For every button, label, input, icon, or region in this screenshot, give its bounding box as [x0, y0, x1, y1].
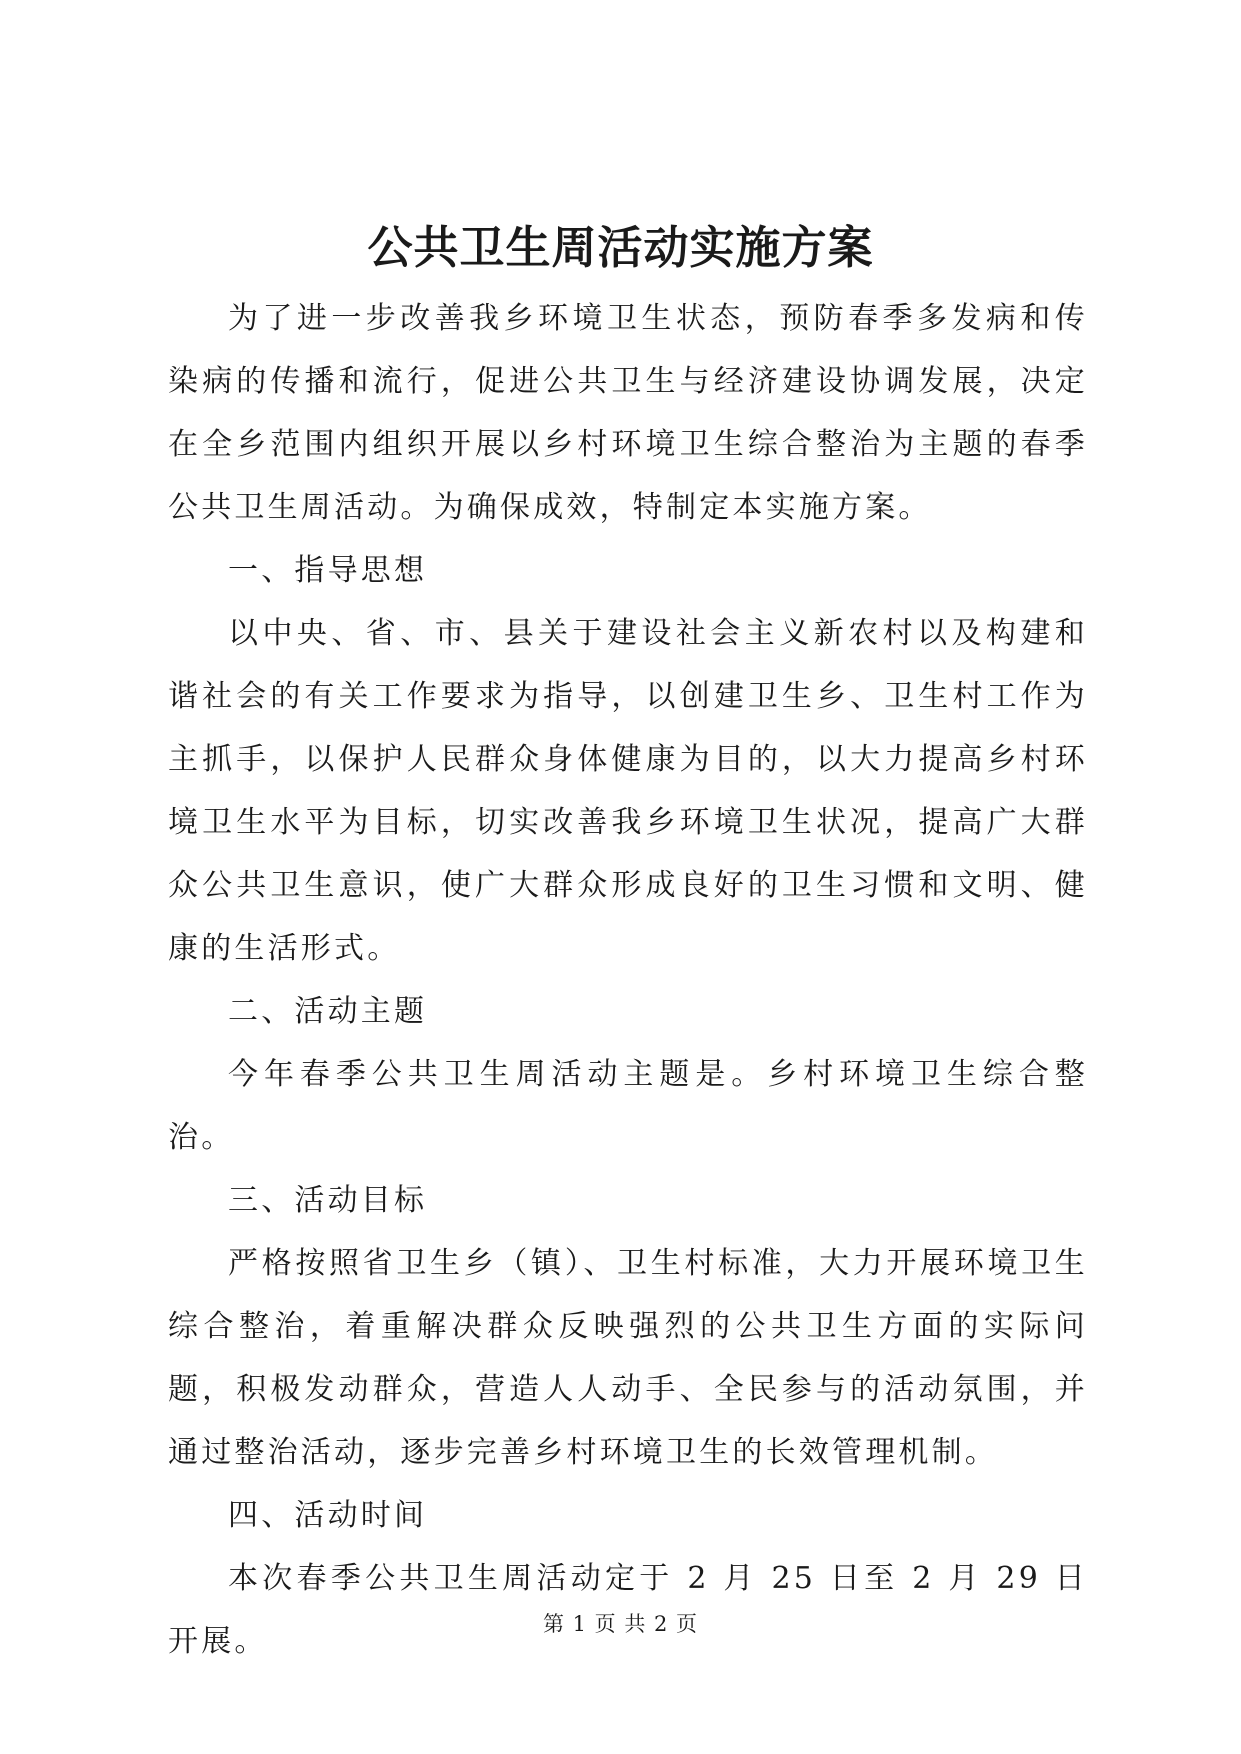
document-title: 公共卫生周活动实施方案 [367, 221, 874, 274]
section-body-activity-time: 本次春季公共卫生周活动定于 2 月 25 日至 2 月 29 日开展。 [168, 1561, 1088, 1659]
section-body-activity-goal: 严格按照省卫生乡（镇）、卫生村标准，大力开展环境卫生综合整治，着重解决群众反映强烈的公共卫生方面的实际问题，积极发动群众，营造人人动手、全民参与的活动氛围，并通过整治活动，逐步完善乡村环境卫生的长效管理机制。 [168, 1246, 1088, 1470]
section-heading-activity-goal: 三、活动目标 [228, 1183, 428, 1218]
section-heading-activity-theme: 二、活动主题 [228, 994, 428, 1029]
section-heading-activity-time: 四、活动时间 [228, 1498, 428, 1533]
page-number-footer: 第 1 页 共 2 页 [542, 1612, 699, 1636]
document-body [168, 287, 1088, 1673]
section-heading-guiding-thought: 一、指导思想 [228, 553, 428, 588]
section-body-guiding-thought: 以中央、省、市、县关于建设社会主义新农村以及构建和谐社会的有关工作要求为指导，以创建卫生乡、卫生村工作为主抓手，以保护人民群众身体健康为目的，以大力提高乡村环境卫生水平为目标，切实改善我乡环境卫生状况，提高广大群众公共卫生意识，使广大群众形成良好的卫生习惯和文明、健康的生活形式。 [168, 616, 1088, 966]
intro-paragraph: 为了进一步改善我乡环境卫生状态，预防春季多发病和传染病的传播和流行，促进公共卫生与经济建设协调发展，决定在全乡范围内组织开展以乡村环境卫生综合整治为主题的春季公共卫生周活动。为确保成效，特制定本实施方案。 [168, 301, 1088, 525]
section-body-activity-theme: 今年春季公共卫生周活动主题是。乡村环境卫生综合整治。 [168, 1057, 1088, 1155]
